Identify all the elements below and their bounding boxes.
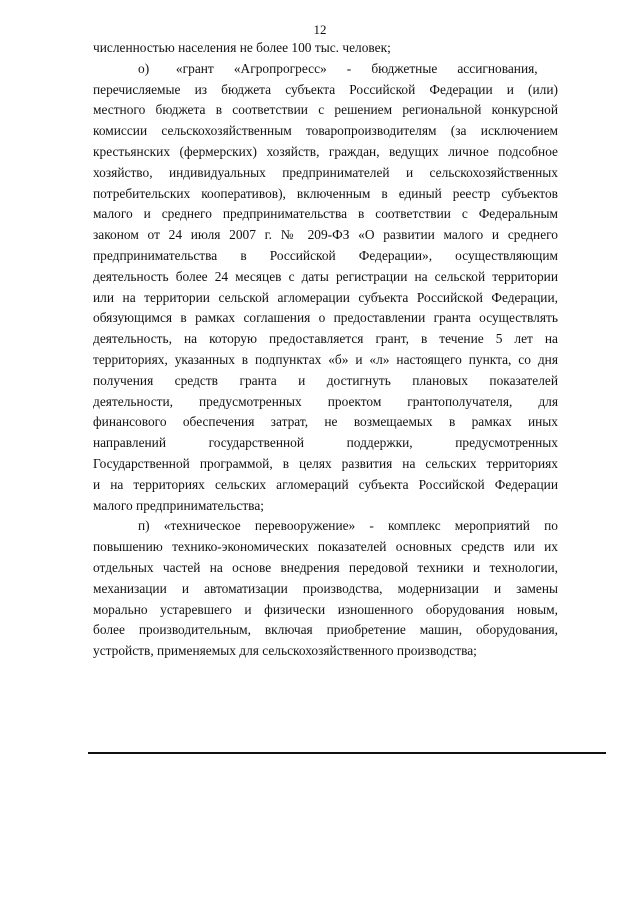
text-line: финансового обеспечения затрат, не возмещаемых в рамках иных [93, 414, 558, 430]
paragraph-item-p [93, 516, 558, 662]
footer-divider-line [88, 752, 606, 754]
paragraph-continuation [93, 38, 558, 59]
text-line: или на территории сельской агломерации субъекта Российской Федерации, [93, 289, 558, 305]
text-line: и на территориях сельских агломераций субъекта Российской Федерации [93, 476, 558, 492]
text-line: устройств, применяемых для сельскохозяйственного производства; [93, 643, 477, 659]
text-line: деятельность более 24 месяцев с даты регистрации на сельской территории [93, 268, 558, 284]
text-line: малого и среднего предпринимательства в соответствии с Федеральным [93, 206, 558, 222]
text-line: численностью населения не более 100 тыс. человек; [93, 40, 391, 55]
text-line: морально устаревшего и физически изношенного оборудования новым, [93, 601, 558, 617]
text-line: Государственной программой, в целях развития на сельских территориях [93, 455, 558, 471]
text-line: потребительских кооперативов), включенным в единый реестр субъектов [93, 185, 558, 201]
text-line: механизации и автоматизации производства, модернизации и замены [93, 580, 558, 596]
text-line: территориях, указанных в подпунктах «б» и «л» настоящего пункта, со дня [93, 351, 558, 367]
page-number: 12 [313, 22, 327, 37]
text-line: получения средств гранта и достигнуть плановых показателей [93, 372, 558, 388]
text-line: более производительным, включая приобретение машин, оборудования, [93, 622, 558, 638]
text-line: о) «грант «Агропрогресс» - бюджетные ассигнования, [138, 60, 538, 76]
text-line: деятельности, предусмотренных проектом грантополучателя, для [93, 393, 558, 409]
text-line: отдельных частей на основе внедрения передовой техники и технологии, [93, 559, 558, 575]
text-line: хозяйство, индивидуальных предпринимателей и сельскохозяйственных [93, 164, 558, 180]
text-line: перечисляемые из бюджета субъекта Российской Федерации и (или) [93, 81, 558, 97]
text-line: местного бюджета в соответствии с решением региональной конкурсной [93, 102, 558, 118]
document-body [93, 38, 558, 662]
text-line: направлений государственной поддержки, предусмотренных [93, 435, 558, 451]
paragraph-item-o [93, 59, 558, 517]
text-line: законом от 24 июля 2007 г. № 209-ФЗ «О развитии малого и среднего [93, 227, 558, 243]
text-line: малого предпринимательства; [93, 497, 264, 513]
text-line: п) «техническое перевооружение» - комплекс мероприятий по [138, 518, 558, 534]
text-line: крестьянских (фермерских) хозяйств, граждан, ведущих личное подсобное [93, 143, 558, 159]
text-line: предпринимательства в Российской Федерации», осуществляющим [93, 247, 558, 263]
text-line: повышению технико-экономических показателей основных средств или их [93, 539, 558, 555]
text-line: обязующимся в рамках соглашения о предоставлении гранта осуществлять [93, 310, 558, 326]
text-line: комиссии сельскохозяйственным товаропроизводителям (за исключением [93, 123, 558, 139]
text-line: деятельность, на которую предоставляется грант, в течение 5 лет на [93, 331, 558, 347]
